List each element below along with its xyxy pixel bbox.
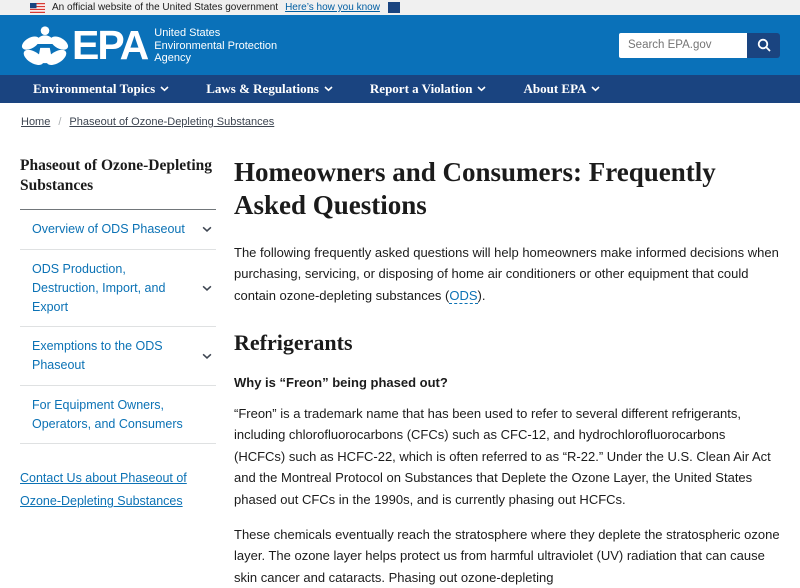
- primary-nav: [0, 75, 800, 103]
- contact-us-link[interactable]: Contact Us about Phaseout of Ozone-Depleting Substances: [20, 467, 216, 513]
- intro-text-after: ).: [478, 288, 486, 303]
- nav-item-label: Laws & Regulations: [206, 81, 319, 97]
- epa-logo[interactable]: [20, 23, 277, 67]
- main-content: [234, 148, 780, 588]
- nav-item-label: About EPA: [523, 81, 586, 97]
- sidebar-item-equipment-owners[interactable]: [20, 386, 216, 445]
- section-heading-refrigerants: Refrigerants: [234, 330, 780, 356]
- agency-name: [154, 27, 277, 66]
- search-button[interactable]: [747, 33, 780, 58]
- sidebar-item-label: Exemptions to the ODS Phaseout: [32, 337, 194, 375]
- nav-item-label: Report a Violation: [370, 81, 473, 97]
- chevron-down-icon: [160, 86, 169, 92]
- nav-item-laws-regulations[interactable]: [206, 81, 333, 97]
- site-search: [619, 33, 780, 58]
- chevron-down-icon[interactable]: [202, 353, 212, 360]
- banner-expand-icon[interactable]: [388, 2, 400, 13]
- heres-how-you-know-link[interactable]: Here’s how you know: [285, 2, 380, 13]
- page-title: Homeowners and Consumers: Frequently Asked Questions: [234, 156, 780, 222]
- faq-answer-paragraph-2: These chemicals eventually reach the stratosphere where they deplete the stratospheric ozone layer. The ozone layer helps protect us from harmful ultraviolet (UV) radiation that can cause skin cancer and cataracts. Phasing out ozone-depleting: [234, 524, 780, 588]
- ods-definition-link[interactable]: ODS: [449, 288, 477, 304]
- agency-name-line1: United States: [154, 27, 277, 40]
- content-area: [0, 134, 800, 588]
- nav-item-environmental-topics[interactable]: [33, 81, 169, 97]
- nav-item-about-epa[interactable]: [523, 81, 600, 97]
- sidebar-item-exemptions[interactable]: [20, 327, 216, 386]
- agency-name-line2: Environmental Protection: [154, 40, 277, 53]
- epa-flower-icon: [20, 23, 70, 67]
- chevron-down-icon: [477, 86, 486, 92]
- breadcrumb-home-link[interactable]: Home: [21, 116, 50, 128]
- faq-question: Why is “Freon” being phased out?: [234, 375, 780, 390]
- nav-item-report-violation[interactable]: [370, 81, 487, 97]
- breadcrumb-separator: /: [58, 116, 61, 128]
- sidebar-item-overview[interactable]: [20, 210, 216, 250]
- sidebar-item-label: Overview of ODS Phaseout: [32, 220, 185, 239]
- chevron-down-icon: [591, 86, 600, 92]
- epa-acronym: EPA: [72, 25, 147, 66]
- intro-paragraph: [234, 242, 780, 307]
- official-banner-text: An official website of the United States government: [52, 2, 278, 13]
- breadcrumb: [0, 103, 800, 134]
- sidebar-title: Phaseout of Ozone-Depleting Substances: [20, 156, 216, 196]
- breadcrumb-current-link[interactable]: Phaseout of Ozone-Depleting Substances: [69, 116, 274, 128]
- intro-text-before: The following frequently asked questions will help homeowners make informed decisions when purchasing, servicing, or disposing of home air conditioners or other equipment that could contain ozone-depleting substances (: [234, 245, 779, 303]
- sidebar-item-label: For Equipment Owners, Operators, and Consumers: [32, 396, 212, 434]
- faq-answer-paragraph-1: “Freon” is a trademark name that has been used to refer to several different refrigerants, including chlorofluorocarbons (CFCs) such as CFC-12, and hydrochlorofluorocarbons (HCFCs) such as HCFC-22, which is often referred to as “R-22.” Under the U.S. Clean Air Act and the Montreal Protocol on Substances that Deplete the Ozone Layer, the United States phased out CFCs in the 1990s, and is currently phasing out HCFCs.: [234, 403, 780, 511]
- us-flag-icon: [30, 3, 45, 13]
- agency-name-line3: Agency: [154, 52, 277, 65]
- nav-item-label: Environmental Topics: [33, 81, 155, 97]
- site-header: [0, 15, 800, 75]
- official-banner: [0, 0, 800, 15]
- chevron-down-icon[interactable]: [202, 285, 212, 292]
- sidebar: [20, 148, 216, 588]
- search-icon: [757, 38, 771, 52]
- sidebar-item-production[interactable]: [20, 250, 216, 327]
- sidebar-item-label: ODS Production, Destruction, Import, and Export: [32, 260, 194, 316]
- chevron-down-icon[interactable]: [202, 226, 212, 233]
- chevron-down-icon: [324, 86, 333, 92]
- search-input[interactable]: [619, 33, 747, 58]
